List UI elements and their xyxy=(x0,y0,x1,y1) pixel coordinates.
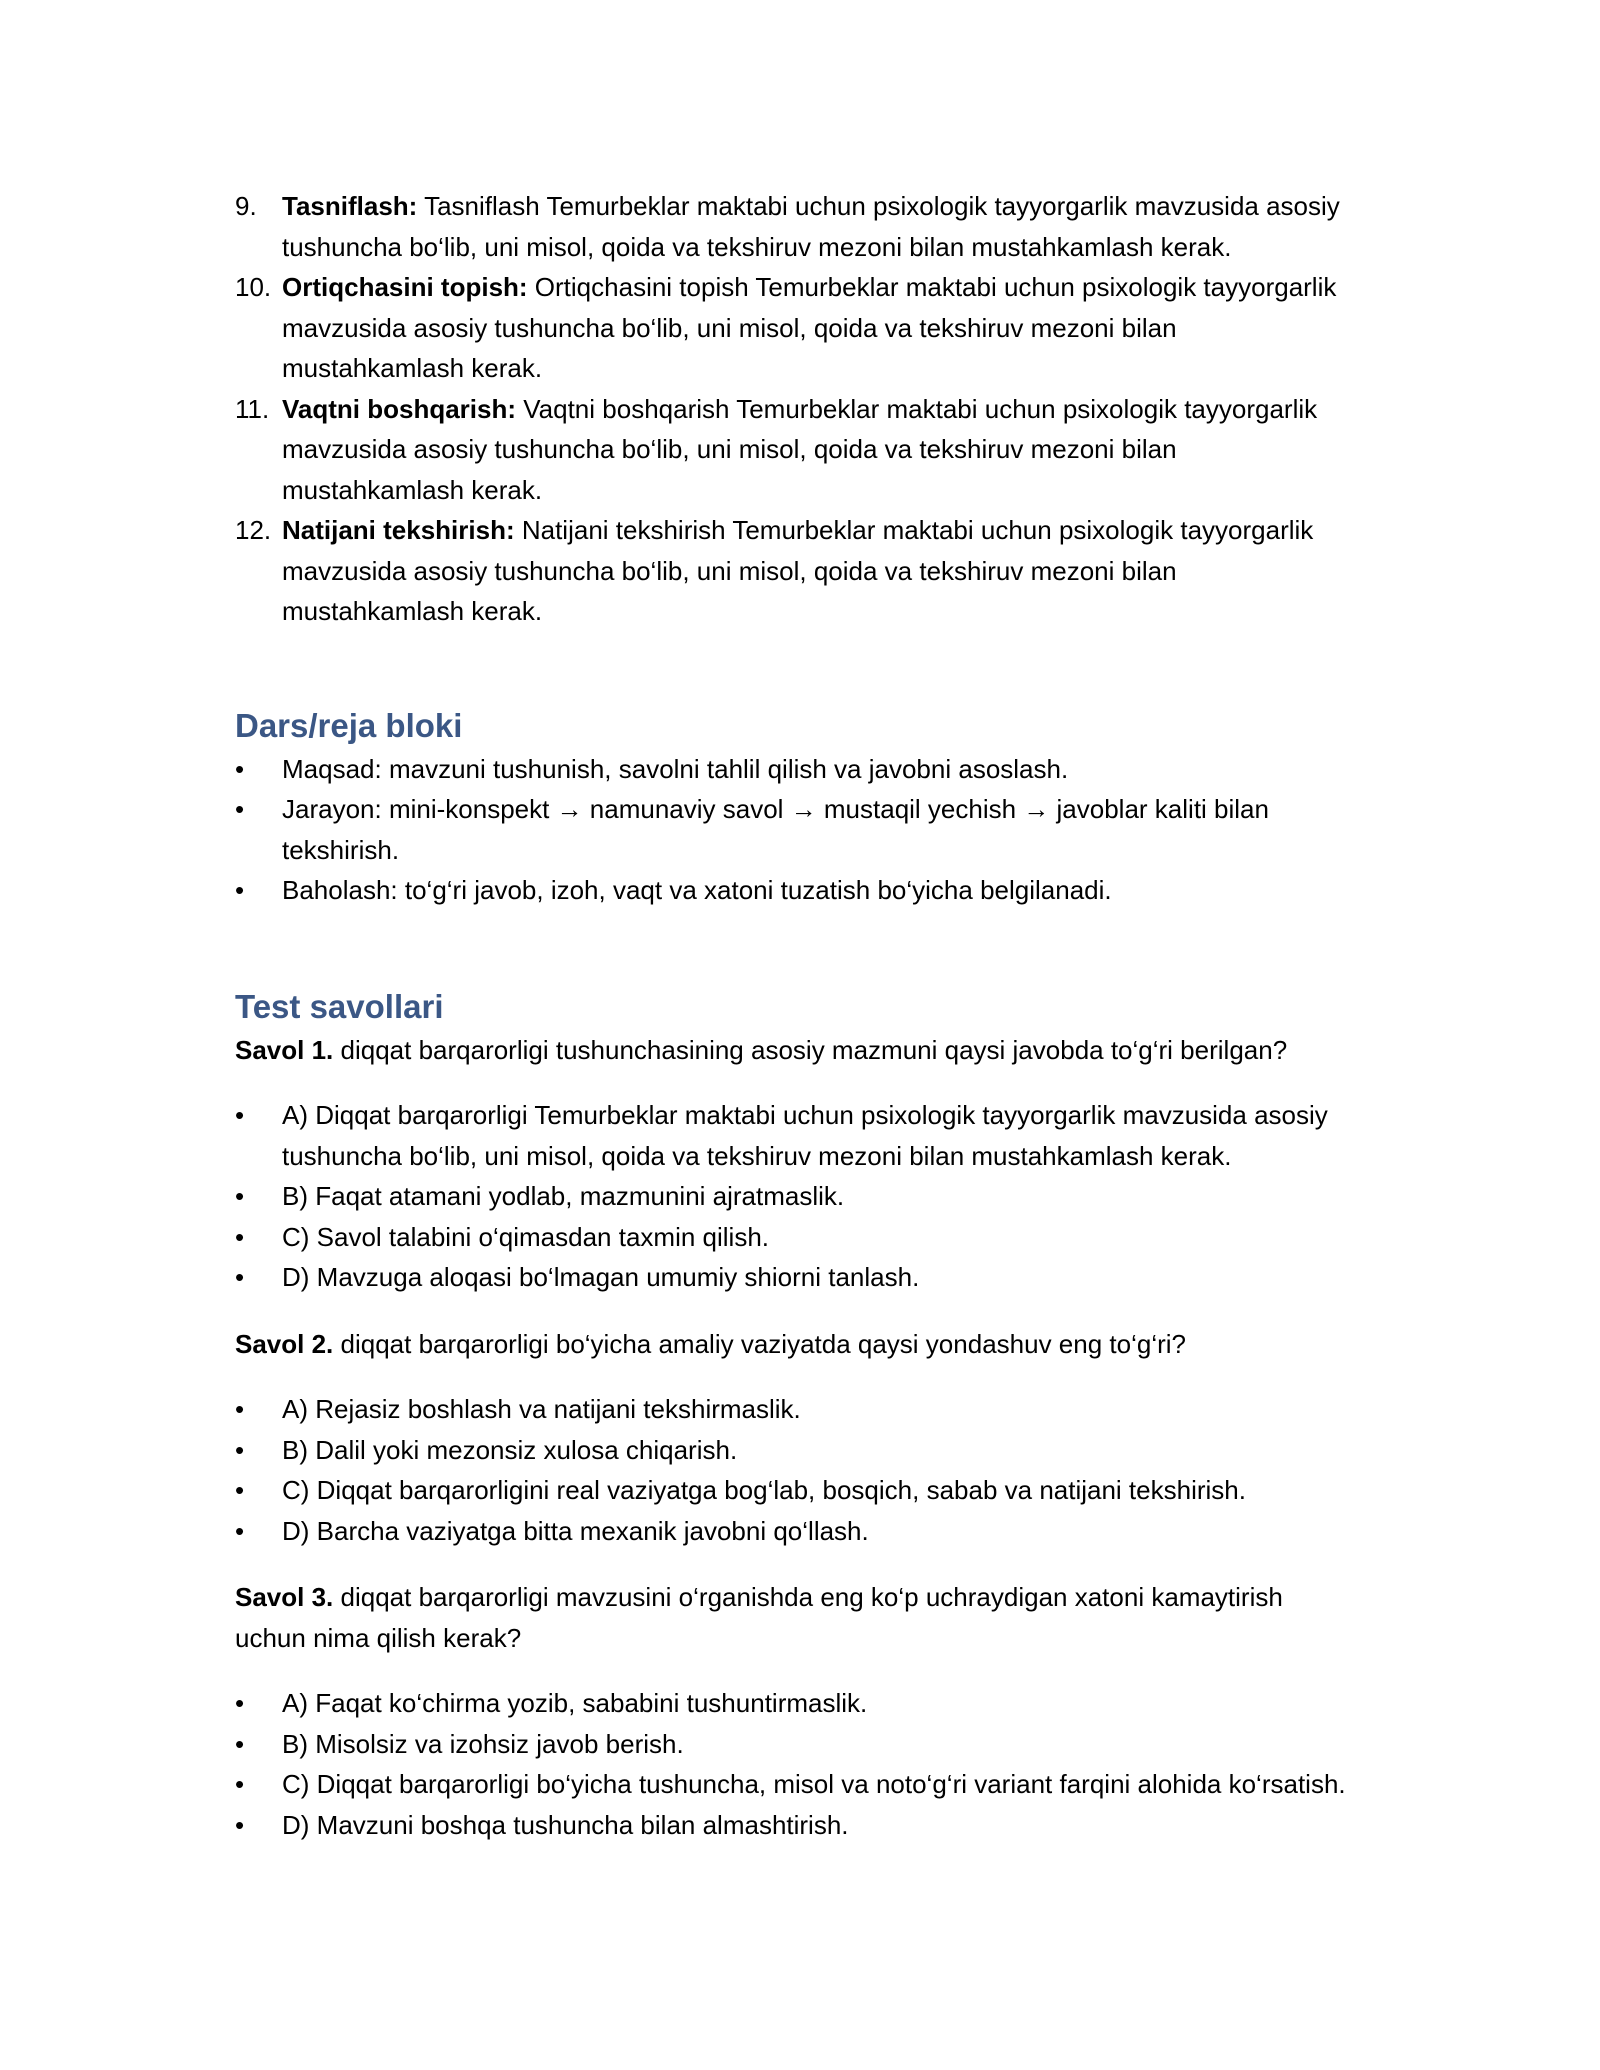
option-text: D) Barcha vaziyatga bitta mexanik javobni qo‘llash. xyxy=(282,1515,869,1546)
bullet-icon: • xyxy=(235,1475,245,1505)
option-text: D) Mavzuga aloqasi bo‘lmagan umumiy shiorni tanlash. xyxy=(282,1262,920,1292)
numbered-list xyxy=(235,186,1355,632)
option-text: B) Faqat atamani yodlab, mazmunini ajratmaslik. xyxy=(282,1181,845,1211)
answer-option xyxy=(235,1257,1355,1298)
bullet-icon: • xyxy=(235,875,245,905)
option-text: A) Faqat ko‘chirma yozib, sababini tushuntirmaslik. xyxy=(282,1688,868,1718)
bullet-text: Maqsad: mavzuni tushunish, savolni tahlil qilish va javobni asoslash. xyxy=(282,753,1069,784)
bullet-icon: • xyxy=(235,1394,245,1424)
list-item xyxy=(235,389,1355,511)
item-term: Natijani tekshirish: xyxy=(282,515,515,545)
answer-option xyxy=(235,1470,1355,1511)
list-item xyxy=(235,789,1355,870)
item-number: 10. xyxy=(235,272,272,302)
answer-option xyxy=(235,1724,1355,1765)
option-text: B) Dalil yoki mezonsiz xulosa chiqarish. xyxy=(282,1434,738,1465)
bullet-icon: • xyxy=(235,1728,245,1759)
bullet-icon: • xyxy=(235,1769,245,1799)
list-item xyxy=(235,267,1355,389)
bullet-icon: • xyxy=(235,1100,245,1130)
option-text: B) Misolsiz va izohsiz javob berish. xyxy=(282,1728,684,1759)
bullet-icon: • xyxy=(235,1688,245,1718)
item-number: 12. xyxy=(235,515,272,545)
option-text: A) Rejasiz boshlash va natijani tekshirmaslik. xyxy=(282,1394,801,1424)
question-3 xyxy=(235,1577,1355,1658)
document-page xyxy=(235,186,1355,1845)
item-text: Vaqtni boshqarish Temurbeklar maktabi uchun psixologik tayyorgarlik mavzusida asosiy tushuncha bo‘lib, uni misol, qoida va tekshiruv mezoni bilan mustahkamlash kerak. xyxy=(282,393,1318,505)
question-text: diqqat barqarorligi mavzusini o‘rganishda eng ko‘p uchraydigan xatoni kamaytirish uchun nima qilish kerak? xyxy=(235,1582,1283,1653)
bullet-icon: • xyxy=(235,1221,245,1252)
answer-option xyxy=(235,1430,1355,1471)
bullet-icon: • xyxy=(235,1434,245,1465)
question-1 xyxy=(235,1030,1355,1071)
answer-option xyxy=(235,1176,1355,1217)
option-text: A) Diqqat barqarorligi Temurbeklar maktabi uchun psixologik tayyorgarlik mavzusida asosiy tushuncha bo‘lib, uni misol, qoida va tekshiruv mezoni bilan mustahkamlash kerak. xyxy=(282,1100,1328,1171)
list-item xyxy=(235,186,1355,267)
answer-option xyxy=(235,1095,1355,1176)
option-text: D) Mavzuni boshqa tushuncha bilan almashtirish. xyxy=(282,1809,849,1840)
answer-option xyxy=(235,1764,1355,1805)
item-term: Vaqtni boshqarish: xyxy=(282,393,517,424)
question-text: diqqat barqarorligi tushunchasining asosiy mazmuni qaysi javobda to‘g‘ri berilgan? xyxy=(333,1034,1288,1065)
bullet-text: Jarayon: mini-konspekt → namunaviy savol → mustaqil yechish → javoblar kaliti bilan tekshirish. xyxy=(282,794,1269,865)
question-text: diqqat barqarorligi bo‘yicha amaliy vaziyatda qaysi yondashuv eng to‘g‘ri? xyxy=(333,1328,1186,1359)
question-label: Savol 2. xyxy=(235,1328,334,1359)
question-label: Savol 3. xyxy=(235,1582,334,1612)
item-number: 11. xyxy=(235,393,270,424)
test-heading: Test savollari xyxy=(235,987,444,1025)
answer-option xyxy=(235,1683,1355,1724)
answer-option xyxy=(235,1805,1355,1846)
bullet-icon: • xyxy=(235,1515,245,1546)
answer-option xyxy=(235,1217,1355,1258)
item-text: Ortiqchasini topish Temurbeklar maktabi uchun psixologik tayyorgarlik mavzusida asosiy tushuncha bo‘lib, uni misol, qoida va tekshiruv mezoni bilan mustahkamlash kerak. xyxy=(282,272,1337,383)
lesson-block-heading: Dars/reja bloki xyxy=(235,706,463,744)
question-3-options xyxy=(235,1683,1355,1845)
item-number: 9. xyxy=(235,191,257,221)
option-text: C) Savol talabini o‘qimasdan taxmin qilish. xyxy=(282,1221,770,1252)
item-text: Tasniflash Temurbeklar maktabi uchun psixologik tayyorgarlik mavzusida asosiy tushuncha bo‘lib, uni misol, qoida va tekshiruv mezoni bilan mustahkamlash kerak. xyxy=(282,191,1340,262)
answer-option xyxy=(235,1389,1355,1430)
option-text: C) Diqqat barqarorligini real vaziyatga bog‘lab, bosqich, sabab va natijani tekshirish. xyxy=(282,1475,1246,1505)
bullet-icon: • xyxy=(235,1262,245,1292)
list-item xyxy=(235,749,1355,790)
option-text: C) Diqqat barqarorligi bo‘yicha tushuncha, misol va noto‘g‘ri variant farqini alohida ko‘rsatish. xyxy=(282,1769,1346,1799)
bullet-text: Baholash: to‘g‘ri javob, izoh, vaqt va xatoni tuzatish bo‘yicha belgilanadi. xyxy=(282,875,1112,905)
item-text: Natijani tekshirish Temurbeklar maktabi uchun psixologik tayyorgarlik mavzusida asosiy tushuncha bo‘lib, uni misol, qoida va tekshiruv mezoni bilan mustahkamlash kerak. xyxy=(282,515,1314,626)
lesson-bullet-list xyxy=(235,749,1355,911)
question-label: Savol 1. xyxy=(235,1034,334,1065)
list-item xyxy=(235,510,1355,632)
question-2-options xyxy=(235,1389,1355,1551)
answer-option xyxy=(235,1511,1355,1552)
item-term: Tasniflash: xyxy=(282,191,418,221)
question-2 xyxy=(235,1324,1355,1365)
bullet-icon: • xyxy=(235,1181,245,1211)
item-term: Ortiqchasini topish: xyxy=(282,272,528,302)
question-1-options xyxy=(235,1095,1355,1298)
bullet-icon: • xyxy=(235,1809,245,1840)
bullet-icon: • xyxy=(235,753,245,784)
list-item xyxy=(235,870,1355,911)
bullet-icon: • xyxy=(235,794,245,824)
